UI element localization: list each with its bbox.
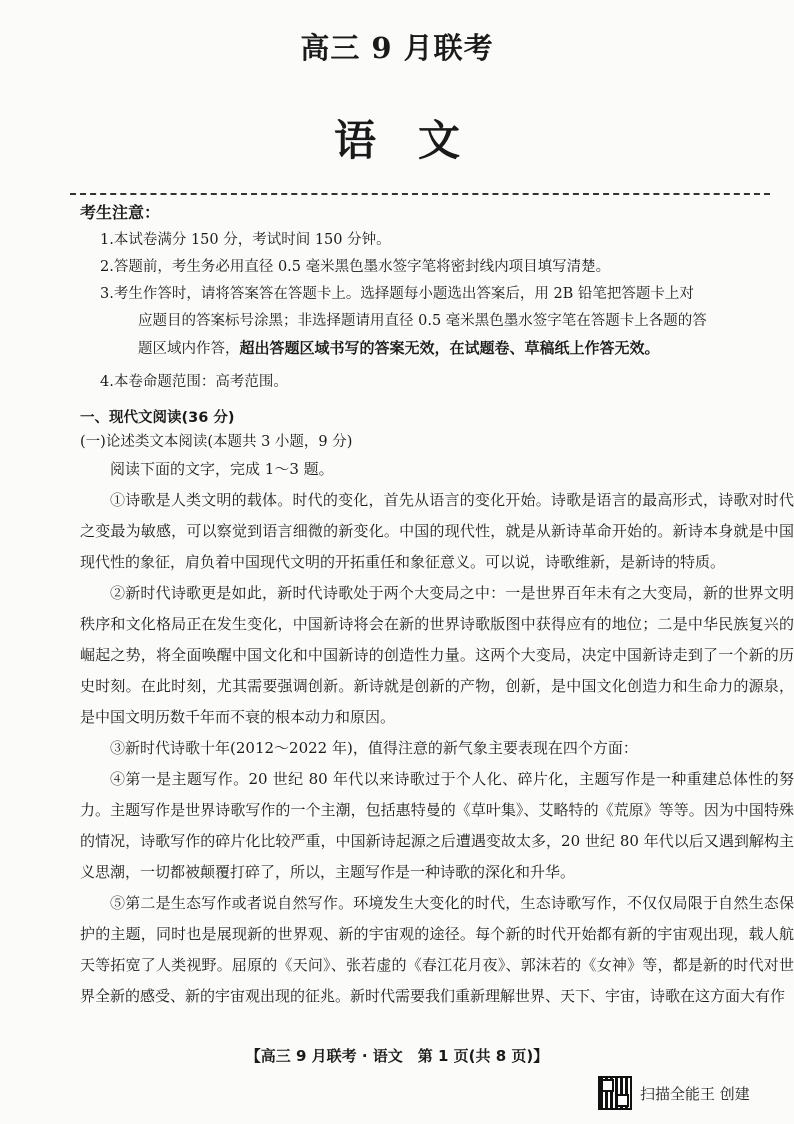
- notice-item-3-line-2: 应题目的答案标号涂黑；非选择题请用直径 0.5 毫米黑色墨水签字笔在答题卡上各题的答: [138, 313, 707, 329]
- notice-item-2: 2.答题前，考生务必用直径 0.5 毫米黑色墨水签字笔将密封线内项目填写清楚。: [100, 259, 611, 275]
- passage-paragraph-4: ④第一是主题写作。20 世纪 80 年代以来诗歌过于个人化、碎片化，主题写作是一种重建总体性的努力。主题写作是世界诗歌写作的一个主潮，包括惠特曼的《草叶集》、艾略特的《荒原》等等。因为中国特殊的情况，诗歌写作的碎片化比较严重，中国新诗起源之后遭遇变故太多，20 世纪 80 年代以后又遇到解构主义思潮，一切都被颠覆打碎了，所以，主题写作是一种诗歌的深化和升华。: [80, 770, 794, 881]
- page-footer: 【高三 9 月联考 · 语文 第 1 页(共 8 页)】: [245, 1047, 549, 1065]
- notice-item-4: 4.本卷命题范围：高考范围。: [100, 374, 288, 390]
- section-heading: 一、现代文阅读(36 分): [80, 410, 235, 426]
- exam-title: 高三 9 月联考: [300, 31, 494, 65]
- scanner-label: 扫描全能王 创建: [640, 1084, 750, 1103]
- scanner-watermark: [598, 1073, 794, 1113]
- notice-item-3-line-3: [80, 335, 794, 363]
- notice-item-1: 1.本试卷满分 150 分，考试时间 150 分钟。: [100, 232, 391, 248]
- passage-paragraph-5: ⑤第二是生态写作或者说自然写作。环境发生大变化的时代，生态诗歌写作，不仅仅局限于自然生态保护的主题，同时也是展现新的世界观、新的宇宙观的途径。每个新的时代开始都有新的宇宙观出现，载人航天等拓宽了人类视野。屈原的《天问》、张若虚的《春江花月夜》、郭沫若的《女神》等，都是新的时代对世界全新的感受、新的宇宙观出现的征兆。新时代需要我们重新理解世界、天下、宇宙，诗歌在这方面大有作: [80, 894, 794, 1005]
- notice-heading: 考生注意：: [80, 203, 161, 222]
- reading-passage: [80, 454, 794, 1012]
- reading-instruction: 阅读下面的文字，完成 1～3 题。: [110, 460, 334, 478]
- passage-paragraph-2: ②新时代诗歌更是如此，新时代诗歌处于两个大变局之中：一是世界百年未有之大变局，新的世界文明秩序和文化格局正在发生变化，中国新诗将会在新的世界诗歌版图中获得应有的地位；二是中华民族复兴的崛起之势，将全面唤醒中国文化和中国新诗的创造性力量。这两个大变局，决定中国新诗走到了一个新的历史时刻。在此时刻，尤其需要强调创新。新诗就是创新的产物，创新，是中国文化创造力和生命力的源泉，是中国文明历数千年而不衰的根本动力和原因。: [80, 584, 794, 726]
- candidate-notice: [80, 200, 794, 396]
- notice-item-3-text: 题区域内作答，: [138, 341, 240, 357]
- passage-paragraph-3: ③新时代诗歌十年(2012～2022 年)，值得注意的新气象主要表现在四个方面：: [110, 739, 638, 757]
- passage-paragraph-1: ①诗歌是人类文明的载体。时代的变化，首先从语言的变化开始。诗歌是语言的最高形式，诗歌对时代之变最为敏感，可以察觉到语言细微的新变化。中国的现代性，就是从新诗革命开始的。新诗本身就是中国现代性的象征，肩负着中国现代文明的开拓重任和象征意义。可以说，诗歌维新，是新诗的特质。: [80, 491, 794, 571]
- qr-code-icon: [598, 1076, 632, 1110]
- reading-section: [80, 406, 794, 1012]
- notice-item-3: 3.考生作答时，请将答案答在答题卡上。选择题每小题选出答案后，用 2B 铅笔把答题卡上对: [100, 286, 694, 302]
- notice-warning-bold: 超出答题区域书写的答案无效，在试题卷、草稿纸上作答无效。: [239, 339, 660, 357]
- section-subheading: (一)论述类文本阅读(本题共 3 小题，9 分): [80, 434, 353, 450]
- seal-line-divider: [70, 193, 770, 195]
- subject-title: 语文: [333, 116, 502, 165]
